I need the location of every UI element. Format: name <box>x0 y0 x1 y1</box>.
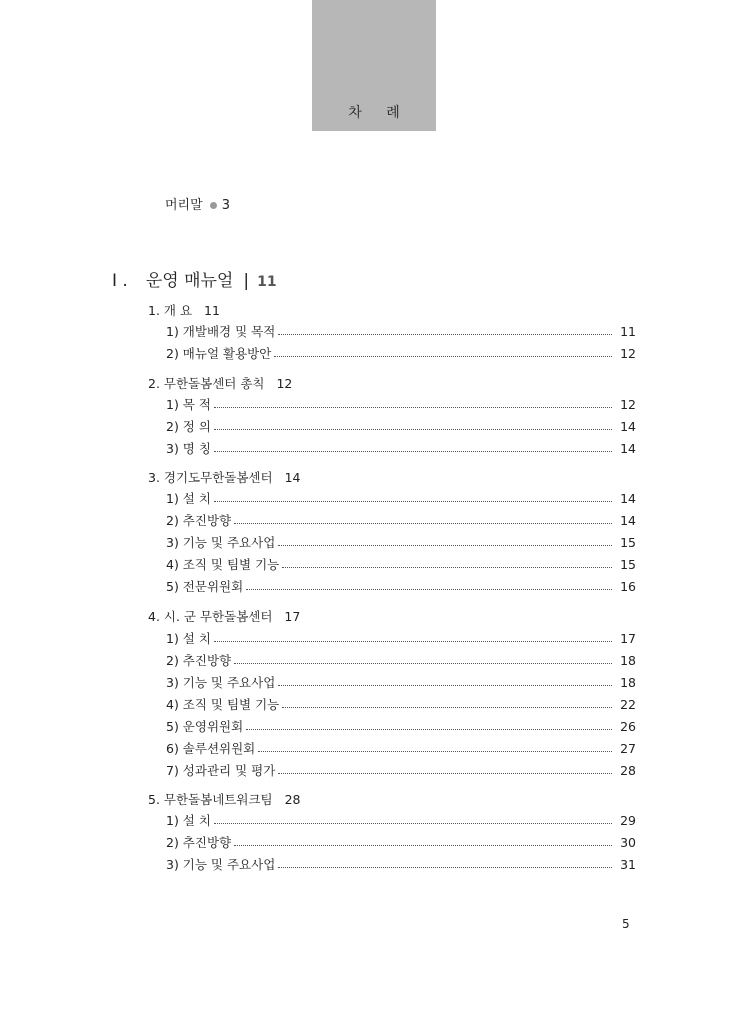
toc-item-page: 15 <box>620 535 636 550</box>
toc-item-page: 31 <box>620 857 636 872</box>
section-title: 5. 무한돌봄네트워크팀 <box>148 792 273 807</box>
dot-leader <box>214 450 612 452</box>
toc-item-page: 29 <box>620 813 636 828</box>
dot-leader <box>214 406 612 408</box>
chapter-page: 11 <box>257 274 277 290</box>
dot-leader <box>234 662 612 664</box>
chapter-separator: | <box>243 271 250 291</box>
section-heading-1[interactable] <box>148 301 220 319</box>
dot-leader <box>246 588 612 590</box>
toc-item-title: 2) 매뉴얼 활용방안 <box>166 346 272 361</box>
dot-leader <box>278 544 612 546</box>
section-page: 17 <box>284 609 301 624</box>
dot-leader <box>214 428 612 430</box>
dot-leader <box>214 822 612 824</box>
chapter-heading[interactable] <box>112 266 277 291</box>
toc-item[interactable] <box>166 833 636 851</box>
section-title: 2. 무한돌봄센터 총칙 <box>148 376 265 391</box>
dot-leader <box>234 844 612 846</box>
section-page: 12 <box>276 376 293 391</box>
toc-item-title: 2) 추진방향 <box>166 835 232 850</box>
header-tab <box>312 0 436 131</box>
toc-item-page: 14 <box>620 491 636 506</box>
dot-leader <box>246 728 612 730</box>
toc-item-page: 12 <box>620 397 636 412</box>
toc-item-title: 4) 조직 및 팀별 기능 <box>166 557 280 572</box>
toc-item-page: 11 <box>620 324 636 339</box>
dot-leader <box>234 522 612 524</box>
preface-label: 머리말 <box>165 198 203 213</box>
toc-item[interactable] <box>166 855 636 873</box>
toc-item[interactable] <box>166 417 636 435</box>
toc-item-page: 14 <box>620 441 636 456</box>
toc-item[interactable] <box>166 577 636 595</box>
section-heading-4[interactable] <box>148 607 300 625</box>
toc-item-page: 18 <box>620 653 636 668</box>
toc-item-title: 5) 운영위원회 <box>166 719 244 734</box>
toc-item[interactable] <box>166 811 636 829</box>
section-page: 28 <box>284 792 301 807</box>
toc-item-title: 5) 전문위원회 <box>166 579 244 594</box>
toc-item-title: 1) 설 치 <box>166 491 211 506</box>
toc-item[interactable] <box>166 344 636 362</box>
toc-item[interactable] <box>166 629 636 647</box>
toc-item[interactable] <box>166 651 636 669</box>
toc-item-page: 26 <box>620 719 636 734</box>
toc-item[interactable] <box>166 533 636 551</box>
preface-page: 3 <box>221 198 230 213</box>
toc-item-title: 3) 기능 및 주요사업 <box>166 857 276 872</box>
toc-item[interactable] <box>166 739 636 757</box>
toc-item-title: 7) 성과관리 및 평가 <box>166 763 276 778</box>
toc-item-page: 27 <box>620 741 636 756</box>
section-page: 14 <box>284 470 301 485</box>
toc-item-page: 18 <box>620 675 636 690</box>
toc-item-page: 17 <box>620 631 636 646</box>
toc-item-title: 1) 설 치 <box>166 813 211 828</box>
page-number: 5 <box>622 917 630 931</box>
dot-leader <box>214 500 612 502</box>
toc-item[interactable] <box>166 673 636 691</box>
dot-leader <box>214 640 612 642</box>
toc-item-title: 2) 정 의 <box>166 419 211 434</box>
toc-item[interactable] <box>166 695 636 713</box>
toc-item[interactable] <box>166 555 636 573</box>
section-title: 3. 경기도무한돌봄센터 <box>148 470 273 485</box>
dot-leader <box>278 772 612 774</box>
dot-leader <box>258 750 612 752</box>
toc-item-title: 1) 목 적 <box>166 397 211 412</box>
page-title: 차 례 <box>348 105 410 121</box>
chapter-title: 운영 매뉴얼 <box>145 271 234 291</box>
toc-item-page: 22 <box>620 697 636 712</box>
toc-item-title: 6) 솔루션위원회 <box>166 741 256 756</box>
toc-item-page: 14 <box>620 513 636 528</box>
dot-leader <box>278 333 612 335</box>
toc-item-page: 28 <box>620 763 636 778</box>
chapter-number: Ⅰ . <box>112 271 128 291</box>
toc-item[interactable] <box>166 511 636 529</box>
toc-item[interactable] <box>166 489 636 507</box>
dot-leader <box>282 566 612 568</box>
section-page: 11 <box>204 303 220 318</box>
section-heading-3[interactable] <box>148 468 300 486</box>
toc-item-page: 15 <box>620 557 636 572</box>
toc-item[interactable] <box>166 395 636 413</box>
toc-item-title: 3) 명 칭 <box>166 441 211 456</box>
section-title: 4. 시. 군 무한돌봄센터 <box>148 609 273 624</box>
toc-item-page: 12 <box>620 346 636 361</box>
toc-item-title: 2) 추진방향 <box>166 653 232 668</box>
dot-leader <box>278 866 612 868</box>
toc-item-title: 3) 기능 및 주요사업 <box>166 675 276 690</box>
toc-item[interactable] <box>166 717 636 735</box>
toc-item-title: 2) 추진방향 <box>166 513 232 528</box>
toc-item[interactable] <box>166 439 636 457</box>
toc-item-title: 3) 기능 및 주요사업 <box>166 535 276 550</box>
bullet-dot-icon <box>210 202 217 209</box>
section-title: 1. 개 요 <box>148 303 193 318</box>
toc-item-page: 14 <box>620 419 636 434</box>
toc-item-page: 30 <box>620 835 636 850</box>
dot-leader <box>282 706 612 708</box>
toc-item-title: 1) 설 치 <box>166 631 211 646</box>
toc-item[interactable] <box>166 761 636 779</box>
dot-leader <box>274 355 612 357</box>
toc-item-title: 1) 개발배경 및 목적 <box>166 324 276 339</box>
preface-entry[interactable] <box>165 194 230 213</box>
toc-item[interactable] <box>166 322 636 340</box>
section-heading-2[interactable] <box>148 374 292 392</box>
toc-item-page: 16 <box>620 579 636 594</box>
toc-item-title: 4) 조직 및 팀별 기능 <box>166 697 280 712</box>
section-heading-5[interactable] <box>148 790 300 808</box>
dot-leader <box>278 684 612 686</box>
